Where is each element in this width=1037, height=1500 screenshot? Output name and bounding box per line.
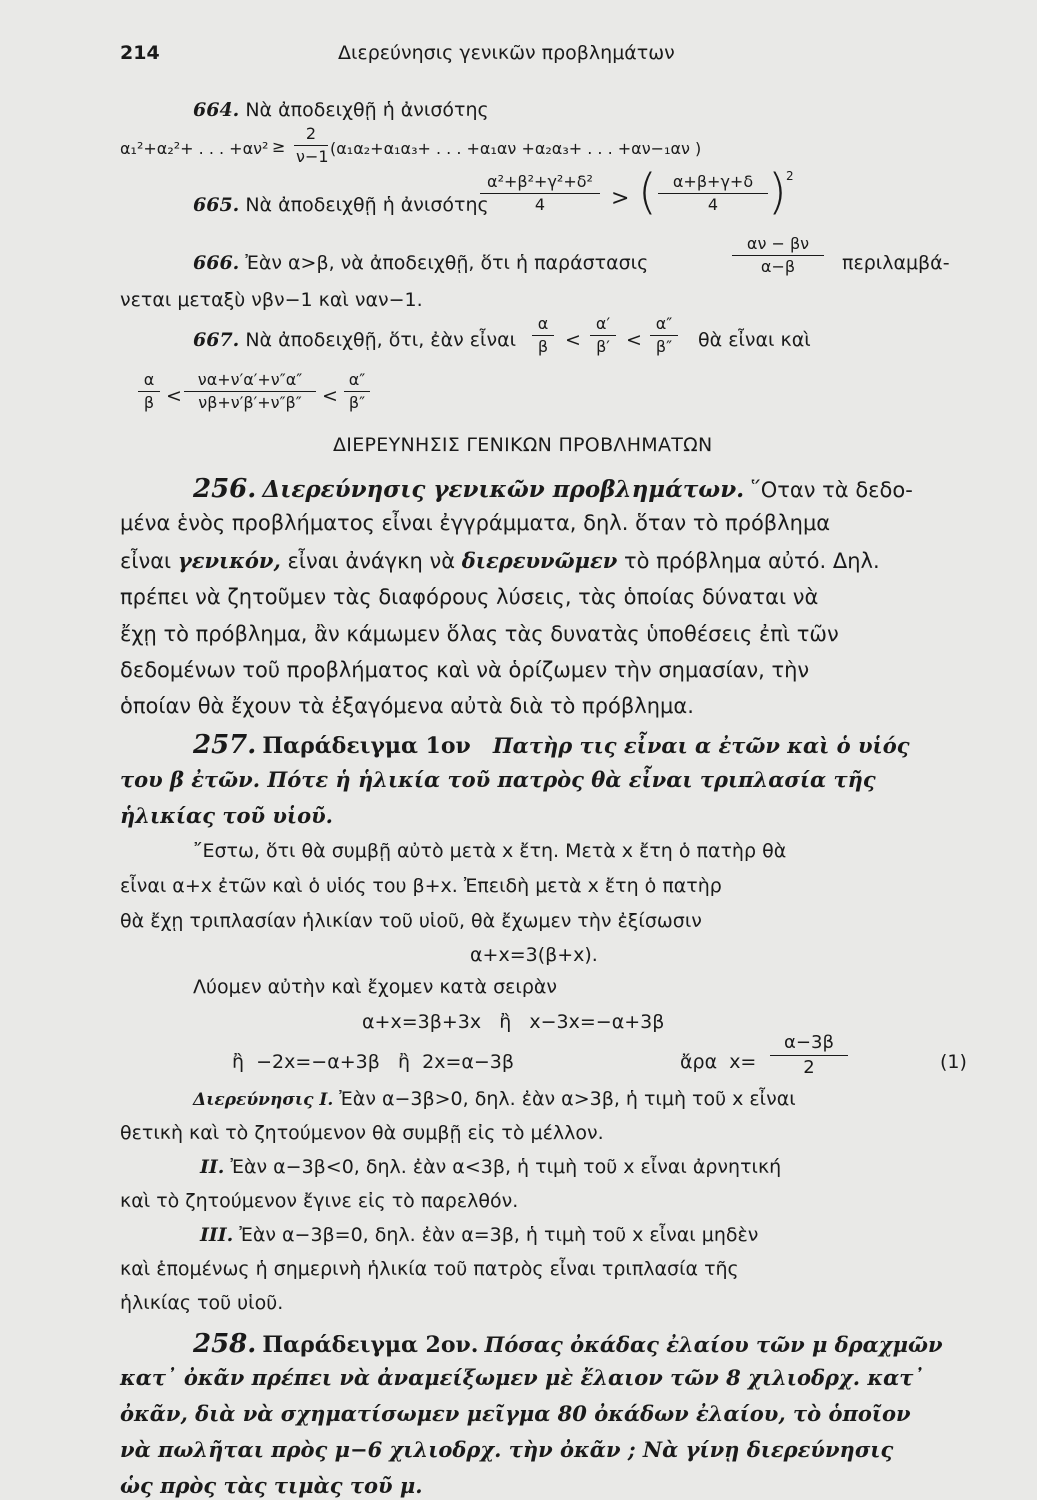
paragraph-258-line1: 258. Παράδειγμα 2ον. Πόσας ὀκάδας ἐλαίου τῶν μ δραχμῶν — [193, 1329, 943, 1359]
exercise-665-exponent: 2 — [786, 169, 794, 183]
paragraph-257-text2: εἶναι α+x ἐτῶν καὶ ὁ υἱός του β+x. Ἐπειδὴ μετὰ x ἔτη ὁ πατὴρ — [120, 875, 722, 897]
paragraph-257-text4: Λύομεν αὐτὴν καὶ ἔχομεν κατὰ σειρὰν — [193, 976, 558, 998]
left-paren: ( — [638, 164, 657, 220]
fraction-a1-b1: α′ β′ — [590, 316, 616, 355]
less-than: < — [565, 329, 581, 351]
equation-1: α+x=3(β+x). — [470, 944, 598, 966]
page-number: 214 — [120, 42, 160, 64]
paragraph-258-line3: ὀκᾶν, διὰ νὰ σχηματίσωμεν μεῖγμα 80 ὀκάδων ἐλαίου, τὸ ὁποῖον — [120, 1401, 911, 1426]
exercise-666-after: περιλαμβά- — [842, 252, 950, 274]
exercise-number: 664. — [193, 99, 240, 121]
discussion-2b: καὶ τὸ ζητούμενον ἔγινε εἰς τὸ παρελθόν. — [120, 1190, 519, 1212]
equation-3: ἢ −2x=−α+3β ἢ 2x=α−3β — [232, 1051, 515, 1073]
discussion-3b: καὶ ἑπομένως ἡ σημερινὴ ἡλικία τοῦ πατρὸς εἶναι τριπλασία τῆς — [120, 1258, 739, 1280]
paragraph-257-line1: 257. Παράδειγμα 1ον Πατὴρ τις εἶναι α ἐτῶν καὶ ὁ υἱός — [193, 730, 910, 760]
exercise-665-line: 665. Νὰ ἀποδειχθῇ ἡ ἀνισότης — [193, 194, 489, 216]
exercise-665-left-fraction: α²+β²+γ²+δ² 4 — [480, 174, 600, 213]
exercise-665-relation: > — [611, 186, 630, 211]
exercise-665-right-fraction: α+β+γ+δ 4 — [658, 174, 768, 213]
fraction-a-b-2: α β — [138, 372, 160, 411]
paragraph-256-line3: εἶναι γενικόν, εἶναι ἀνάγκη νὰ διερευνῶμεν τὸ πρόβλημα αὐτό. Δηλ. — [120, 548, 880, 573]
paragraph-258-line4: νὰ πωλῆται πρὸς μ−6 χιλιοδρχ. τὴν ὀκᾶν ; Νὰ γίνῃ διερεύνησις — [120, 1437, 894, 1462]
running-title: Διερεύνησις γενικῶν προβλημάτων — [338, 42, 675, 64]
paragraph-256-line4: πρέπει νὰ ζητοῦμεν τὰς διαφόρους λύσεις, τὰς ὁποίας δύναται νὰ — [120, 585, 819, 609]
paragraph-257-line3: ἡλικίας τοῦ υἱοῦ. — [120, 803, 333, 828]
section-heading: ΔΙΕΡΕΥΝΗΣΙΣ ΓΕΝΙΚΩΝ ΠΡΟΒΛΗΜΑΤΩΝ — [333, 434, 713, 456]
paragraph-258-line2: κατ᾽ ὀκᾶν πρέπει νὰ ἀναμείξωμεν μὲ ἔλαιον τῶν 8 χιλιοδρχ. κατ᾽ — [120, 1365, 924, 1390]
exercise-667-after: θὰ εἶναι καὶ — [698, 329, 811, 351]
discussion-3: III. Ἐὰν α−3β=0, δηλ. ἐὰν α=3β, ἡ τιμὴ τοῦ x εἶναι μηδὲν — [200, 1224, 759, 1246]
paragraph-256-line2: μένα ἑνὸς προβλήματος εἶναι ἐγγράμματα, δηλ. ὅταν τὸ πρόβλημα — [120, 511, 831, 535]
exercise-664-coefficient: 2 ν−1 — [296, 124, 329, 166]
paragraph-256-line7: ὁποίαν θὰ ἔχουν τὰ ἐξαγόμενα αὐτὰ διὰ τὸ πρόβλημα. — [120, 694, 694, 718]
paragraph-258-line5: ὡς πρὸς τὰς τιμὰς τοῦ μ. — [120, 1473, 423, 1498]
exercise-667-line: 667. Νὰ ἀποδειχθῇ, ὅτι, ἐὰν εἶναι — [193, 329, 517, 351]
less-than: < — [166, 385, 182, 407]
paragraph-256-line5: ἔχῃ τὸ πρόβλημα, ἂν κάμωμεν ὅλας τὰς δυνατὰς ὑποθέσεις ἐπὶ τῶν — [120, 622, 839, 646]
fraction-weighted: να+ν′α′+ν″α″ νβ+ν′β′+ν″β″ — [184, 372, 316, 411]
equation-3-result: ἄρα x= — [680, 1051, 757, 1073]
discussion-3c: ἡλικίας τοῦ υἱοῦ. — [120, 1292, 284, 1314]
discussion-2: II. Ἐὰν α−3β<0, δηλ. ἐὰν α<3β, ἡ τιμὴ τοῦ x εἶναι ἀρνητική — [200, 1156, 782, 1178]
exercise-664-line: 664. Νὰ ἀποδειχθῇ ἡ ἀνισότης — [193, 99, 489, 121]
fraction-a2-b2-2: α″ β″ — [344, 372, 370, 411]
paragraph-256-line1: 256. Διερεύνησις γενικῶν προβλημάτων. ῞Οταν τὰ δεδο- — [193, 474, 913, 504]
less-than: < — [626, 329, 642, 351]
fraction-a2-b2: α″ β″ — [650, 316, 678, 355]
less-than: < — [322, 385, 338, 407]
exercise-666-line: 666. Ἐὰν α>β, νὰ ἀποδειχθῇ, ὅτι ἡ παράστασις — [193, 252, 649, 274]
discussion-1: Διερεύνησις I. Ἐὰν α−3β>0, δηλ. ἐὰν α>3β, ἡ τιμὴ τοῦ x εἶναι — [193, 1088, 796, 1110]
paragraph-257-text3: θὰ ἔχῃ τριπλασίαν ἡλικίαν τοῦ υἱοῦ, θὰ ἔχωμεν τὴν ἐξίσωσιν — [120, 910, 702, 932]
exercise-664-rhs: (α₁α₂+α₁α₃+ . . . +α₁αν +α₂α₃+ . . . +αν−₁αν ) — [330, 139, 702, 158]
paragraph-256-line6: δεδομένων τοῦ προβλήματος καὶ νὰ ὁρίζωμεν τὴν σημασίαν, τὴν — [120, 658, 810, 682]
exercise-664-relation: ≥ — [272, 137, 286, 156]
exercise-666-line2: νεται μεταξὺ νβν−1 καὶ ναν−1. — [120, 289, 423, 311]
paragraph-257-text1: ῎Εστω, ὅτι θὰ συμβῇ αὐτὸ μετὰ x ἔτη. Μετὰ x ἔτη ὁ πατὴρ θὰ — [193, 840, 787, 862]
fraction-a-b: α β — [532, 316, 554, 355]
exercise-666-fraction: αν − βν α−β — [732, 236, 824, 275]
equation-3-fraction: α−3β 2 — [770, 1034, 848, 1077]
paragraph-257-line2: του β ἐτῶν. Πότε ἡ ἡλικία τοῦ πατρὸς θὰ εἶναι τριπλασία τῆς — [120, 767, 876, 792]
discussion-1b: θετικὴ καὶ τὸ ζητούμενον θὰ συμβῇ εἰς τὸ μέλλον. — [120, 1122, 604, 1144]
equation-2: α+x=3β+3x ἢ x−3x=−α+3β — [362, 1011, 665, 1033]
exercise-664-lhs: α₁²+α₂²+ . . . +αν² — [120, 139, 269, 158]
right-paren: ) — [768, 164, 787, 220]
equation-tag: (1) — [940, 1051, 967, 1073]
